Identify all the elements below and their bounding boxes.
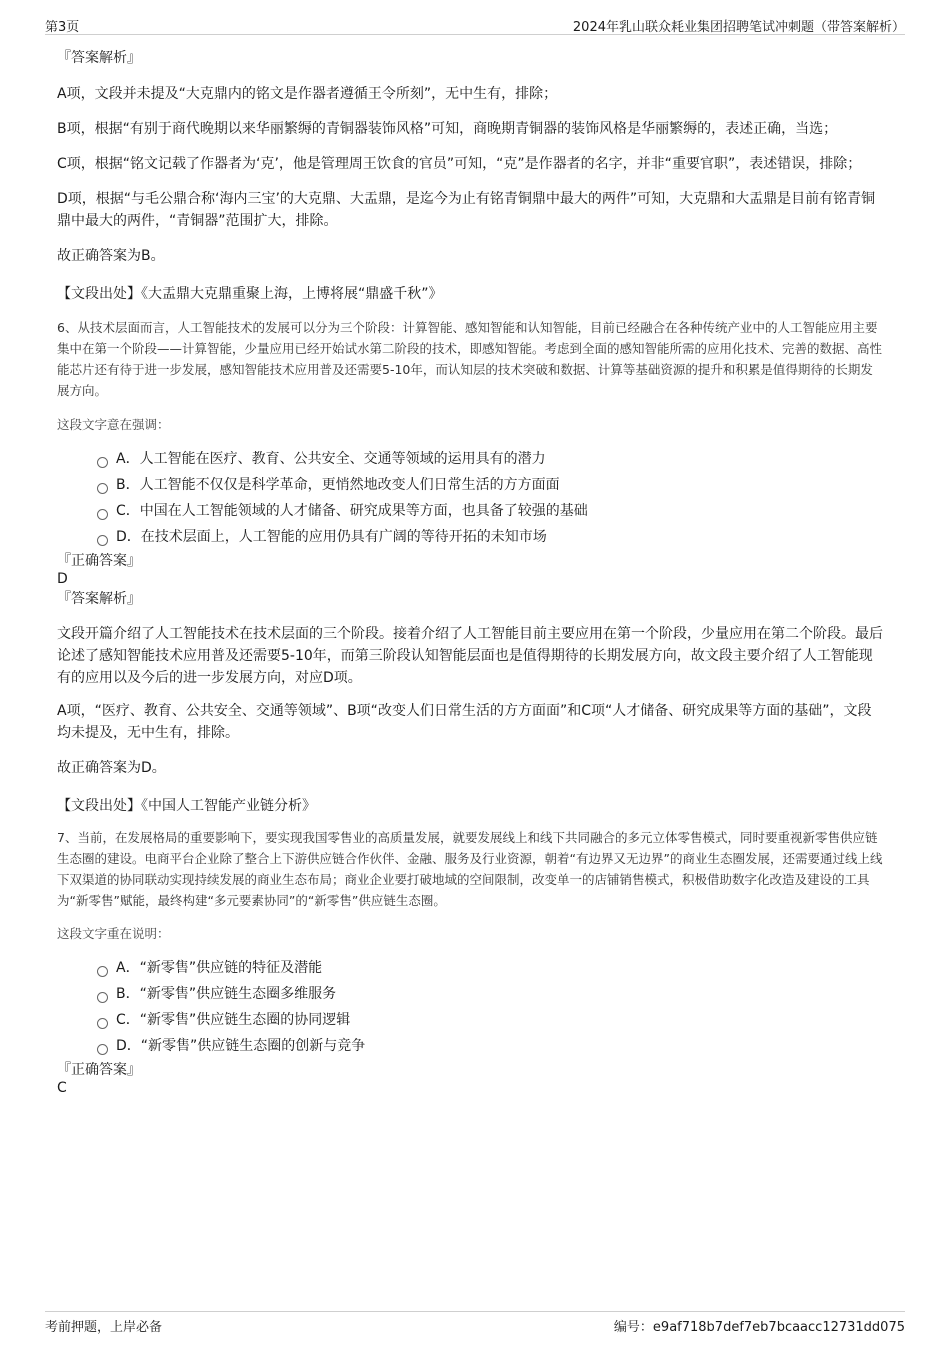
option-label: B．“新零售”供应链生态圈多维服务 — [116, 986, 337, 1002]
analysis-label: 『答案解析』 — [57, 591, 141, 607]
final-answer: 故正确答案为D。 — [57, 760, 166, 776]
option-c[interactable] — [97, 498, 885, 524]
correct-answer: C — [57, 1080, 67, 1096]
analysis-paragraph: A项，文段并未提及“大克鼎内的铭文是作器者遵循王令所刻”，无中生有，排除； — [57, 86, 558, 102]
radio-icon[interactable] — [97, 535, 108, 546]
option-label: D．“新零售”供应链生态圈的创新与竞争 — [116, 1038, 366, 1054]
document-title: 2024年乳山联众耗业集团招聘笔试冲刺题（带答案解析） — [572, 20, 905, 35]
option-label: A．人工智能在医疗、教育、公共安全、交通等领域的运用具有的潜力 — [116, 451, 546, 467]
question-stem: 7、当前，在发展格局的重要影响下，要实现我国零售业的高质量发展，就要发展线上和线下共同融合的多元立体零售模式，同时要重视新零售供应链生态圈的建设。电商平台企业除了整合上下游供应链合作伙伴、金融、服务及行业资源，朝着“有边界又无边界”的商业生态圈发展，还需要通过线上线下双渠道的协同联动实现持续发展的商业生态布局；商业企业要打破地域的空间限制，改变单一的店铺销售模式，积极借助数字化改造及建设的工具为“新零售”赋能，最终构建“多元要素协同”的“新零售”供应链生态圈。 — [57, 830, 883, 908]
question-lead: 这段文字重在说明： — [57, 926, 170, 941]
option-d[interactable] — [97, 524, 885, 550]
analysis-paragraph: B项，根据“有别于商代晚期以来华丽繁缛的青铜器装饰风格”可知，商晚期青铜器的装饰风格是华丽繁缛的，表述正确，当选； — [57, 121, 838, 137]
question-lead: 这段文字意在强调： — [57, 417, 170, 432]
option-label: D．在技术层面上，人工智能的应用仍具有广阔的等待开拓的未知市场 — [116, 529, 547, 545]
radio-icon[interactable] — [97, 457, 108, 468]
radio-icon[interactable] — [97, 992, 108, 1003]
analysis-paragraph: D项，根据“与毛公鼎合称‘海内三宝’的大克鼎、大盂鼎，是迄今为止有铭青铜鼎中最大的两件”可知，大克鼎和大盂鼎是目前有铭青铜鼎中最大的两件，“青铜器”范围扩大，排除。 — [57, 191, 876, 229]
option-list — [57, 446, 885, 550]
option-list — [57, 955, 885, 1059]
option-a[interactable] — [97, 955, 885, 981]
document-id: 编号：e9af718b7def7eb7bcaacc12731dd075 — [613, 1320, 905, 1335]
correct-answer-label: 『正确答案』 — [57, 553, 141, 569]
analysis-paragraph: A项，“医疗、教育、公共安全、交通等领域”、B项“改变人们日常生活的方方面面”和C项“人才储备、研究成果等方面的基础”，文段均未提及，无中生有，排除。 — [57, 703, 872, 741]
question-stem: 6、从技术层面而言，人工智能技术的发展可以分为三个阶段：计算智能、感知智能和认知智能，目前已经融合在各种传统产业中的人工智能应用主要集中在第一个阶段——计算智能，少量应用已经开始试水第二阶段的技术，即感知智能。考虑到全面的感知智能所需的应用化技术、完善的数据、高性能芯片还有待于进一步发展，感知智能技术应用普及还需要5-10年，而认知层的技术突破和数据、计算等基础资源的提升和积累是值得期待的长期发展方向。 — [57, 320, 883, 398]
analysis-paragraph: C项，根据“铭文记载了作器者为‘克’，他是管理周王饮食的官员”可知，“克”是作器者的名字，并非“重要官职”，表述错误，排除； — [57, 156, 862, 172]
final-answer: 故正确答案为B。 — [57, 248, 165, 264]
source-citation: 【文段出处】《大盂鼎大克鼎重聚上海，上博将展“鼎盛千秋”》 — [57, 286, 443, 302]
radio-icon[interactable] — [97, 1044, 108, 1055]
option-b[interactable] — [97, 981, 885, 1007]
radio-icon[interactable] — [97, 483, 108, 494]
page-footer — [45, 1311, 905, 1334]
page-number: 第3页 — [45, 20, 80, 35]
option-label: B．人工智能不仅仅是科学革命，更悄然地改变人们日常生活的方方面面 — [116, 477, 560, 493]
option-label: C．中国在人工智能领域的人才储备、研究成果等方面，也具备了较强的基础 — [116, 503, 588, 519]
option-c[interactable] — [97, 1007, 885, 1033]
analysis-paragraph: 文段开篇介绍了人工智能技术在技术层面的三个阶段。接着介绍了人工智能目前主要应用在第一个阶段，少量应用在第二个阶段。最后论述了感知智能技术应用普及还需要5-10年，而第三阶段认知智能层面也是值得期待的长期发展方向，故文段主要介绍了人工智能现有的应用以及今后的进一步发展方向，对应D项。 — [57, 626, 883, 686]
page-header — [45, 14, 905, 35]
radio-icon[interactable] — [97, 966, 108, 977]
analysis-label: 『答案解析』 — [57, 50, 141, 66]
option-d[interactable] — [97, 1033, 885, 1059]
correct-answer-label: 『正确答案』 — [57, 1062, 141, 1078]
option-b[interactable] — [97, 472, 885, 498]
option-label: C．“新零售”供应链生态圈的协同逻辑 — [116, 1012, 351, 1028]
correct-answer: D — [57, 571, 68, 587]
main-content — [57, 45, 885, 1097]
source-citation: 【文段出处】《中国人工智能产业链分析》 — [57, 798, 316, 814]
option-label: A．“新零售”供应链的特征及潜能 — [116, 960, 323, 976]
radio-icon[interactable] — [97, 1018, 108, 1029]
option-a[interactable] — [97, 446, 885, 472]
radio-icon[interactable] — [97, 509, 108, 520]
footer-slogan: 考前押题，上岸必备 — [45, 1320, 163, 1335]
